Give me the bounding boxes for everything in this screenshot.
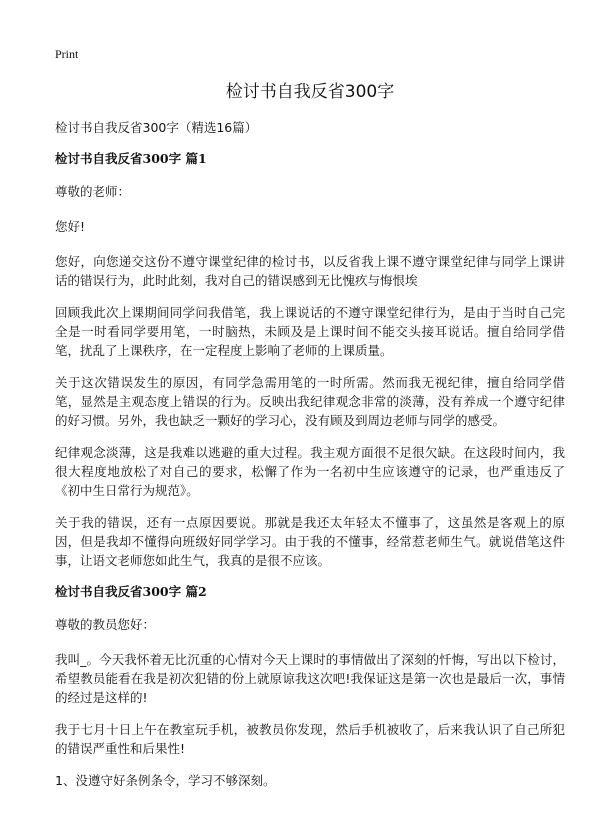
paragraph: 关于这次错误发生的原因，有同学急需用笔的一时所需。然而我无视纪律，擅自给同学借笔，显然是主观态度上错误的行为。反映出我纪律观念非常的淡薄，没有养成一个遵守纪律的好习惯。另外，我也缺乏一颗好的学习心，没有顾及到周边老师与同学的感受。 xyxy=(55,375,565,428)
print-label: Print xyxy=(55,47,79,61)
paragraph: 我于七月十日上午在教室玩手机，被教员你发现，然后手机被收了，后来我认识了自己所犯的错误严重性和后果性! xyxy=(55,722,565,756)
salutation: 尊敬的老师： xyxy=(55,184,131,199)
paragraph: 纪律观念淡薄，这是我难以逃避的重大过程。我主观方面很不足很欠缺。在这段时间内，我很大程度地放松了对自己的要求，松懈了作为一名初中生应该遵守的记录，也严重违反了《初中生日常行为规范》。 xyxy=(55,445,565,498)
paragraph: 您好，向您递交这份不遵守课堂纪律的检讨书，以反省我上课不遵守课堂纪律与同学上课讲话的错误行为，此时此刻，我对自己的错误感到无比愧疚与悔恨埃 xyxy=(55,254,565,288)
greeting: 您好! xyxy=(55,219,86,234)
document-content xyxy=(55,150,565,803)
paragraph: 1、没遵守好条例条令，学习不够深刻。 xyxy=(55,773,276,788)
paragraph: 我叫_。今天我怀着无比沉重的心情对今天上课时的事情做出了深刻的忏悔，写出以下检讨，希望教员能看在我是初次犯错的份上就原谅我这次吧!我保证这是第一次也是最后一次，事情的经过是这样的! xyxy=(55,652,565,705)
section-heading: 检讨书自我反省300字 篇2 xyxy=(55,584,207,599)
document-subtitle: 检讨书自我反省300字（精选16篇） xyxy=(55,120,258,135)
paragraph: 回顾我此次上课期间同学问我借笔，我上课说话的不遵守课堂纪律行为，是由于当时自己完全是一时看同学要用笔，一时脑热，未顾及是上课时间不能交头接耳说话。擅自给同学借笔，扰乱了上课秩序，在一定程度上影响了老师的上课质量。 xyxy=(55,305,565,358)
page-title: 检讨书自我反省300字 xyxy=(225,82,395,102)
section-heading: 检讨书自我反省300字 篇1 xyxy=(55,151,207,166)
paragraph: 关于我的错误，还有一点原因要说。那就是我还太年轻太不懂事了，这虽然是客观上的原因，但是我却不懂得向班级好同学学习。由于我的不懂事，经常惹老师生气。就说借笔这件事，让语文老师您如此生气，我真的是很不应该。 xyxy=(55,515,565,568)
salutation: 尊敬的教员您好： xyxy=(55,617,156,632)
